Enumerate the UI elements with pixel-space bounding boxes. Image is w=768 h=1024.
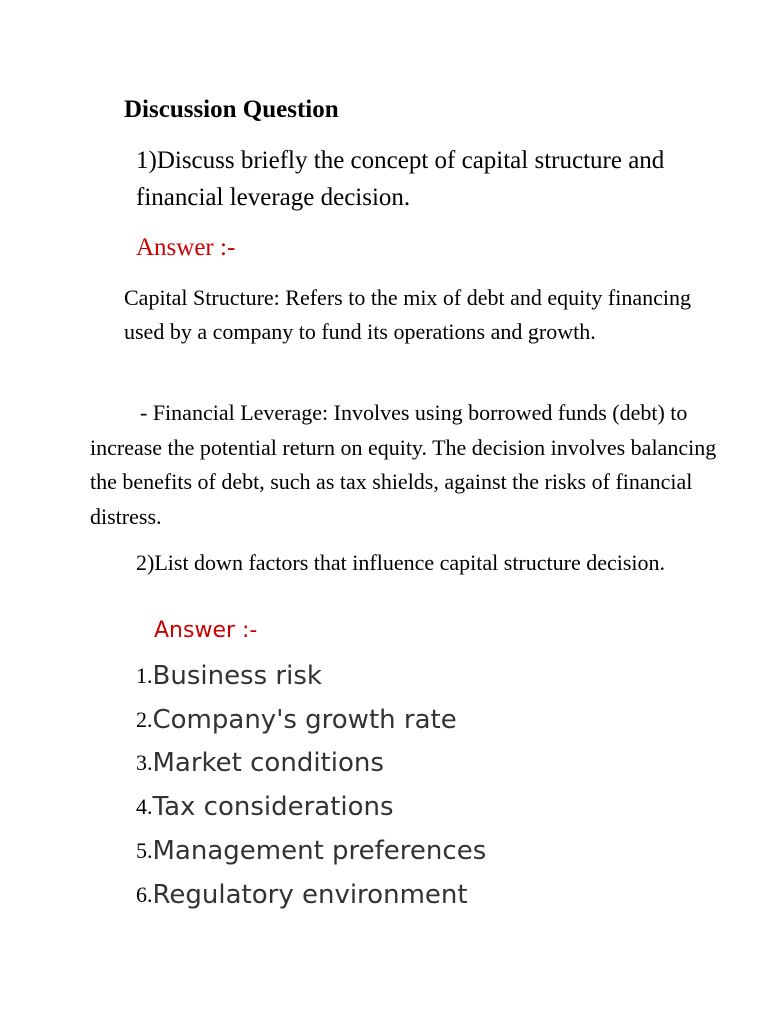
list-item-number: 2. <box>136 706 153 732</box>
financial-leverage-paragraph: - Financial Leverage: Involves using borrowed funds (debt) to increase the potential return on equity. The decision involves balancing the benefits of debt, such as tax shields, against the risks of financial distress. <box>90 400 717 529</box>
list-item-number: 5. <box>136 838 153 864</box>
list-item-number: 1. <box>136 662 153 688</box>
list-item-label: Regulatory environment <box>152 879 468 910</box>
list-item <box>136 742 486 786</box>
list-item-label: Tax considerations <box>152 792 394 823</box>
question-1: 1)Discuss briefly the concept of capital structure and financial leverage decision. <box>136 147 665 211</box>
list-item-number: 4. <box>136 794 153 820</box>
question-2: 2)List down factors that influence capital structure decision. <box>136 550 666 575</box>
capital-structure-paragraph: Capital Structure: Refers to the mix of debt and equity financing used by a company to fund its operations and growth. <box>124 285 691 344</box>
list-item-number: 6. <box>136 881 153 907</box>
answer-2-label: Answer :- <box>154 618 258 643</box>
list-item-label: Management preferences <box>152 836 487 867</box>
page-title: Discussion Question <box>124 96 339 123</box>
list-item-label: Market conditions <box>152 748 384 779</box>
list-item <box>136 829 486 873</box>
list-item-label: Business risk <box>152 660 322 691</box>
list-item-label: Company's growth rate <box>152 704 457 735</box>
list-item <box>136 654 486 698</box>
list-item <box>136 873 486 917</box>
factor-list <box>136 654 486 917</box>
list-item-number: 3. <box>136 750 153 776</box>
list-item <box>136 785 486 829</box>
answer-1-label: Answer :- <box>136 234 236 261</box>
list-item <box>136 698 486 742</box>
